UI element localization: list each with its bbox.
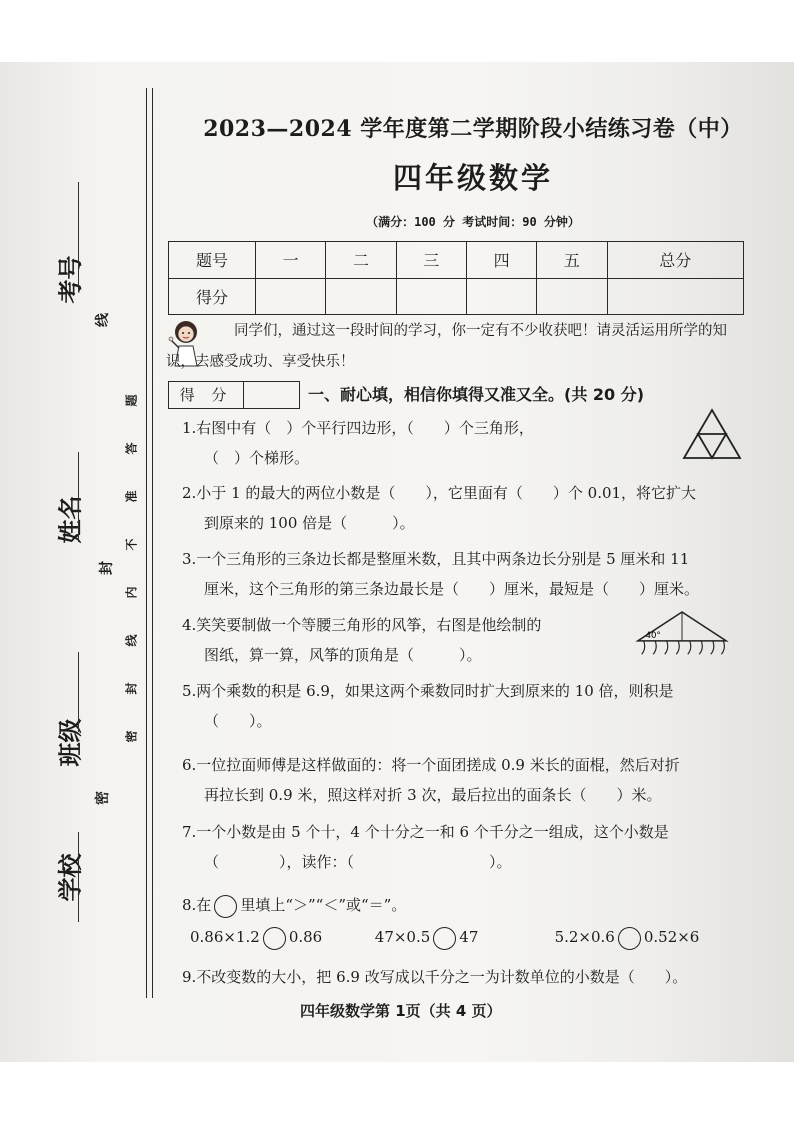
question-text: 2.小于 1 的最大的两位小数是（ ），它里面有（ ）个 0.01，将它扩大 (182, 484, 697, 502)
section-score-label: 得 分 (169, 382, 244, 408)
score-table-header-row (169, 242, 744, 279)
score-input-cell[interactable] (396, 278, 466, 315)
label-school: 学校 (56, 853, 85, 902)
question-1 (182, 413, 742, 473)
page-footer: 四年级数学第 1页（共 4 页） (300, 1002, 502, 1020)
label-name: 姓名 (56, 495, 85, 544)
comparison-item (375, 922, 550, 952)
score-cell: 题号 (169, 242, 256, 279)
greeting-text: 同学们，通过这一段时间的学习，你一定有不少收获吧！请灵活运用所学的知识，去感受成功、享受快乐！ (166, 323, 727, 370)
section-score-input[interactable] (244, 382, 299, 408)
compare-left: 5.2×0.6 (554, 928, 615, 946)
section-score-box (168, 381, 300, 409)
score-cell: 五 (537, 242, 607, 279)
score-cell: 得分 (169, 278, 256, 315)
question-text: （ ），读作：（ ）。 (204, 853, 512, 871)
label-class: 班级 (56, 718, 85, 767)
name-line[interactable] (78, 452, 79, 542)
exam-number-line[interactable] (78, 182, 79, 292)
score-cell: 一 (256, 242, 326, 279)
question-text: 9.不改变数的大小，把 6.9 改写成以千分之一为计数单位的小数是（ ）。 (182, 968, 688, 986)
binding-line-outer (146, 88, 147, 998)
score-input-cell[interactable] (466, 278, 536, 315)
question-6 (182, 750, 742, 810)
seal-char-mi: 密 (95, 791, 111, 805)
warn-char: 密 (124, 730, 139, 743)
binding-line-inner (152, 88, 153, 998)
question-text: 7.一个小数是由 5 个十，4 个十分之一和 6 个千分之一组成，这个小数是 (182, 823, 669, 841)
question-5 (182, 676, 742, 736)
kite-angle-label: 40° (645, 630, 661, 641)
seal-char-xian: 线 (95, 313, 111, 327)
compare-right: 0.86 (288, 928, 323, 946)
question-text: 4.笑笑要制做一个等腰三角形的风筝，右图是他绘制的 (182, 616, 542, 634)
warn-char: 封 (124, 682, 139, 695)
class-line[interactable] (78, 652, 79, 732)
question-text: 厘米，这个三角形的第三条边最长是（ ）厘米，最短是（ ）厘米。 (204, 580, 700, 598)
compare-right: 47 (459, 928, 479, 946)
score-table (168, 241, 744, 315)
compare-left: 47×0.5 (374, 928, 431, 946)
warn-char: 准 (124, 490, 139, 503)
question-text: 到原来的 100 倍是（ ）。 (204, 514, 415, 532)
warn-char: 内 (124, 586, 139, 599)
comparison-row (190, 922, 750, 952)
label-exam-number: 考号 (56, 255, 85, 304)
section-heading: 一、耐心填，相信你填得又准又全。(共 20 分) (308, 385, 645, 404)
seal-char-feng: 封 (99, 561, 115, 575)
warn-char: 线 (124, 634, 139, 647)
question-text: 6.一位拉面师傅是这样做面的：将一个面团搓成 0.9 米长的面棍，然后对折 (182, 756, 680, 774)
score-input-cell[interactable] (537, 278, 607, 315)
question-text: （ ）。 (204, 712, 272, 730)
question-text: 1.右图中有（ ）个平行四边形，（ ）个三角形， (182, 419, 534, 437)
comparison-item (190, 922, 370, 952)
score-input-cell[interactable] (326, 278, 396, 315)
compare-left: 0.86×1.2 (190, 928, 260, 946)
score-input-cell[interactable] (607, 278, 743, 315)
question-text: （ ）个梯形。 (204, 449, 310, 467)
kite-figure (634, 606, 730, 668)
compare-circle-icon (214, 895, 237, 918)
exam-subject: 四年级数学 (392, 161, 553, 195)
score-input-cell[interactable] (256, 278, 326, 315)
binding-margin (0, 62, 160, 1062)
warn-char: 答 (124, 442, 139, 455)
score-cell: 三 (396, 242, 466, 279)
question-text: 里填上“＞”“＜”或“＝”。 (240, 896, 407, 914)
question-text: 图纸，算一算，风筝的顶角是（ ）。 (204, 646, 482, 664)
compare-input-circle[interactable] (433, 927, 456, 950)
question-7 (182, 817, 742, 877)
warn-char: 不 (124, 538, 139, 551)
compare-input-circle[interactable] (618, 927, 641, 950)
triangle-figure (682, 408, 742, 460)
exam-title: 2023—2024 学年度第二学期阶段小结练习卷（中） (203, 116, 743, 142)
score-table-score-row (169, 278, 744, 315)
compare-input-circle[interactable] (263, 927, 286, 950)
school-line[interactable] (78, 832, 79, 922)
question-text: 8.在 (182, 896, 212, 914)
question-2 (182, 478, 742, 538)
question-text: 3.一个三角形的三条边长都是整厘米数，且其中两条边长分别是 5 厘米和 11 (182, 550, 690, 568)
score-cell: 四 (466, 242, 536, 279)
question-8 (182, 890, 742, 920)
comparison-item (555, 922, 745, 952)
compare-right: 0.52×6 (643, 928, 700, 946)
score-cell: 二 (326, 242, 396, 279)
question-text: 再拉长到 0.9 米，照这样对折 3 次，最后拉出的面条长（ ）米。 (204, 786, 662, 804)
exam-meta: （满分：100 分 考试时间：90 分钟） (366, 215, 580, 229)
question-3 (182, 544, 742, 604)
warn-char: 题 (124, 394, 139, 407)
score-cell: 总分 (607, 242, 743, 279)
question-text: 5.两个乘数的积是 6.9，如果这两个乘数同时扩大到原来的 10 倍，则积是 (182, 682, 674, 700)
question-9 (182, 962, 752, 992)
